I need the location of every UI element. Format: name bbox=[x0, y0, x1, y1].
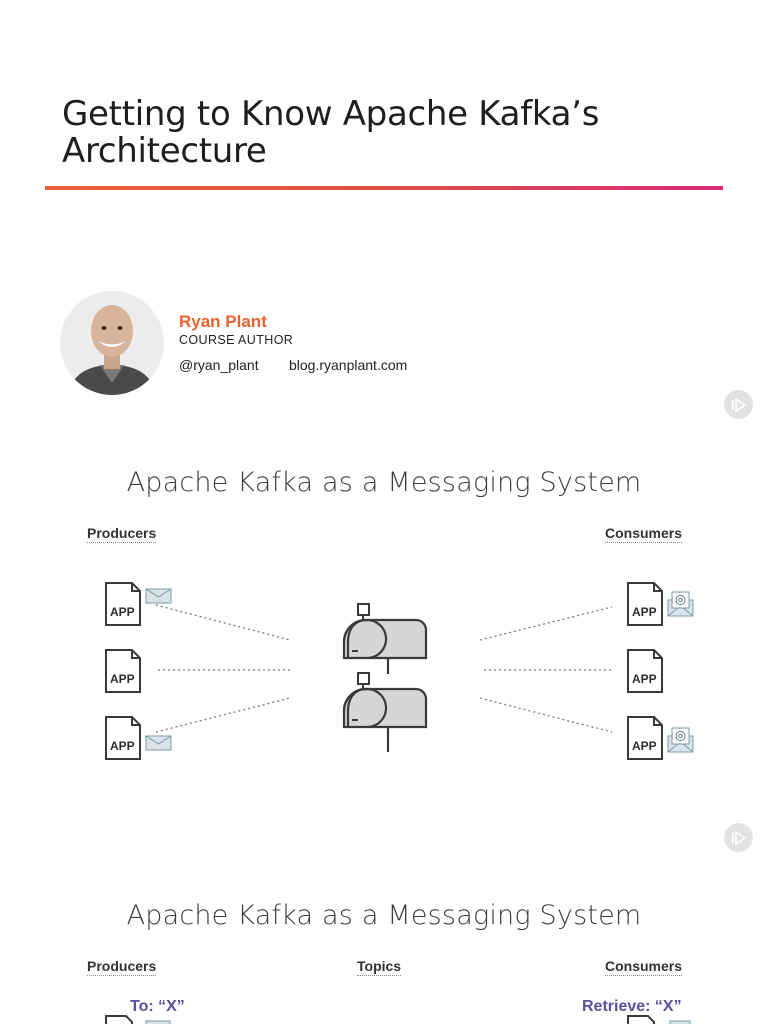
email-at-icon bbox=[668, 728, 693, 752]
slide-title: Apache Kafka as a Messaging System bbox=[126, 467, 642, 498]
play-icon bbox=[731, 398, 747, 412]
producer-app-2 bbox=[106, 650, 140, 692]
play-slide-button[interactable] bbox=[724, 390, 753, 419]
producer-app-3 bbox=[106, 717, 171, 759]
author-role: COURSE AUTHOR bbox=[179, 333, 294, 347]
producers-heading: Producers bbox=[87, 525, 157, 541]
app-label: APP bbox=[632, 739, 657, 753]
consumers-heading: Consumers bbox=[605, 525, 683, 541]
consumer-app-1 bbox=[628, 583, 693, 625]
title-line-1: Getting to Know Apache Kafka’s bbox=[62, 94, 600, 134]
app-label: APP bbox=[110, 739, 135, 753]
topics-heading: Topics bbox=[357, 958, 402, 974]
app-label: APP bbox=[110, 605, 135, 619]
play-icon bbox=[731, 831, 747, 845]
play-slide-button[interactable] bbox=[724, 823, 753, 852]
avatar-portrait-icon bbox=[60, 291, 164, 395]
title-line-2: Architecture bbox=[62, 131, 267, 171]
author-name: Ryan Plant bbox=[179, 312, 267, 331]
slide2-partial-icons bbox=[0, 1012, 768, 1024]
mailbox-icon bbox=[344, 604, 426, 752]
title-divider bbox=[45, 186, 723, 190]
consumer-app-2 bbox=[628, 650, 662, 692]
author-twitter-handle[interactable]: @ryan_plant bbox=[179, 357, 259, 373]
consumers-heading-2: Consumers bbox=[605, 958, 683, 974]
envelope-icon bbox=[146, 589, 171, 603]
app-label: APP bbox=[110, 672, 135, 686]
messaging-diagram bbox=[0, 570, 768, 770]
consumer-retrieve-label: Retrieve: “X” bbox=[582, 998, 682, 1015]
email-at-icon bbox=[668, 592, 693, 616]
app-label: APP bbox=[632, 605, 657, 619]
slide-title-2: Apache Kafka as a Messaging System bbox=[126, 900, 642, 931]
app-document-icon bbox=[106, 1016, 132, 1024]
producer-app-1 bbox=[106, 583, 171, 625]
producers-heading-2: Producers bbox=[87, 958, 157, 974]
app-label: APP bbox=[632, 672, 657, 686]
author-blog-link[interactable]: blog.ryanplant.com bbox=[289, 357, 408, 373]
app-document-icon bbox=[628, 1016, 654, 1024]
producer-destination-label: To: “X” bbox=[130, 998, 185, 1015]
page-title bbox=[62, 96, 702, 170]
envelope-icon bbox=[146, 736, 171, 750]
consumer-app-3 bbox=[628, 717, 693, 759]
author-avatar bbox=[60, 291, 164, 395]
